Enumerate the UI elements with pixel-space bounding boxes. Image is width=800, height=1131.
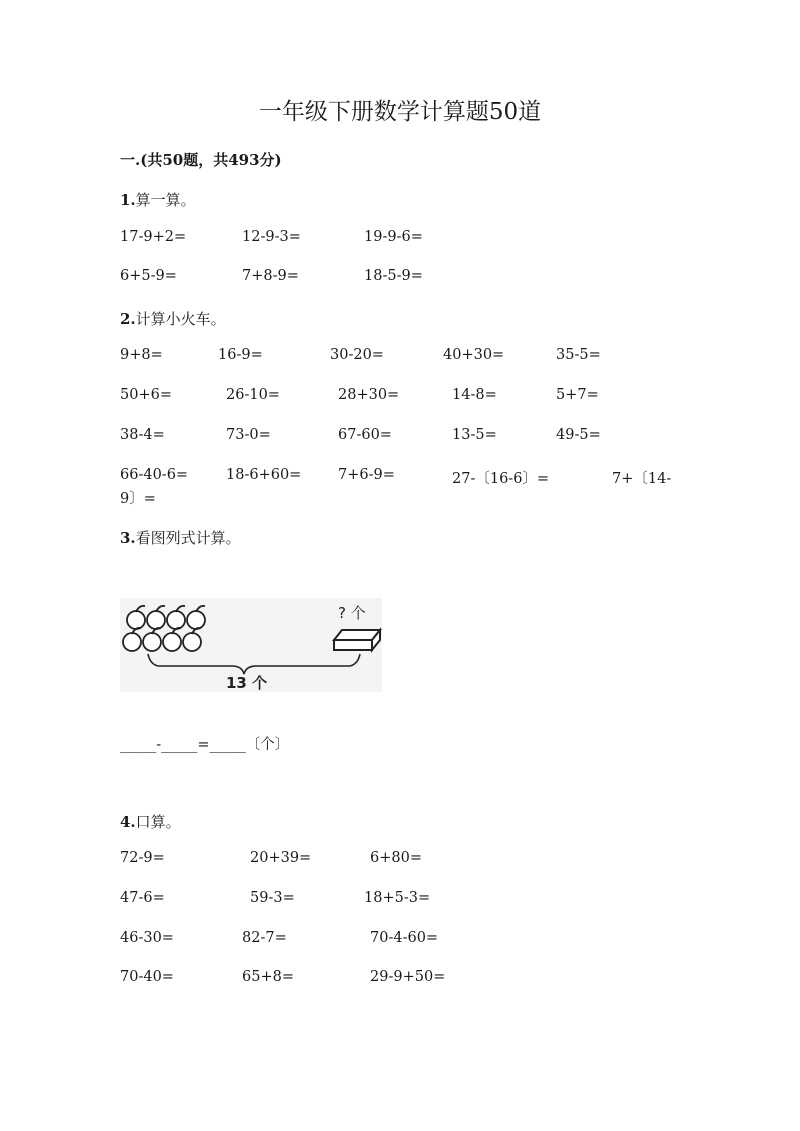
question-prompt: 计算小火车。 [135,310,226,328]
problem: 35-5= [556,347,601,363]
total-label: 13 个 [226,674,268,692]
problem: 6+80= [370,850,422,866]
problem: 65+8= [242,969,294,985]
apple-box-figure [120,598,382,692]
problem-continuation: 9〕= [120,491,156,507]
answer-line: _____-_____=_____〔个〕 [120,737,290,753]
problem: 19-9-6= [364,229,423,245]
question-1-heading [120,189,196,210]
question-prompt: 口算。 [135,813,181,831]
problem: 27-〔16-6〕= [452,471,550,487]
problem: 40+30= [443,347,505,363]
problem: 18+5-3= [364,890,431,906]
question-prompt: 看图列式计算。 [135,529,241,547]
problem: 18-6+60= [226,467,302,483]
unknown-label: ? 个 [338,604,366,622]
question-number: 4. [120,813,136,831]
box-front [334,640,372,650]
question-prompt: 算一算。 [135,191,196,209]
problem: 70-40= [120,969,174,985]
section-heading: 一.(共50题，共493分) [120,151,282,169]
problem: 7+8-9= [242,268,299,284]
problem: 70-4-60= [370,930,439,946]
q1-row-2 [0,268,800,290]
q4-row-2 [0,890,800,912]
problem: 38-4= [120,427,165,443]
problem: 14-8= [452,387,497,403]
problem: 72-9= [120,850,165,866]
question-4-heading [120,811,181,832]
problem: 59-3= [250,890,295,906]
problem: 7+〔14- [612,471,672,487]
problem: 9+8= [120,347,163,363]
problem: 49-5= [556,427,601,443]
problem: 20+39= [250,850,312,866]
problem: 73-0= [226,427,271,443]
q4-row-1 [0,850,800,872]
q2-row-3 [0,427,800,449]
question-number: 3. [120,529,136,547]
q2-row-4 [0,467,800,489]
problem: 5+7= [556,387,599,403]
page-title: 一年级下册数学计算题50道 [258,99,542,125]
problem: 46-30= [120,930,174,946]
problem: 82-7= [242,930,287,946]
question-3-heading [120,527,241,548]
problem: 50+6= [120,387,172,403]
problem: 13-5= [452,427,497,443]
problem: 26-10= [226,387,280,403]
problem: 67-60= [338,427,392,443]
question-2-heading [120,308,226,329]
q4-row-3 [0,930,800,952]
problem: 18-5-9= [364,268,423,284]
problem: 7+6-9= [338,467,395,483]
problem: 16-9= [218,347,263,363]
problem: 12-9-3= [242,229,301,245]
problem: 29-9+50= [370,969,446,985]
problem: 28+30= [338,387,400,403]
q2-row-1 [0,347,800,369]
problem: 47-6= [120,890,165,906]
problem: 17-9+2= [120,229,187,245]
problem: 30-20= [330,347,384,363]
problem: 6+5-9= [120,268,177,284]
q4-row-4 [0,969,800,991]
problem: 66-40-6= [120,467,189,483]
q2-row-2 [0,387,800,409]
question-number: 2. [120,310,136,328]
q1-row-1 [0,229,800,251]
question-number: 1. [120,191,136,209]
